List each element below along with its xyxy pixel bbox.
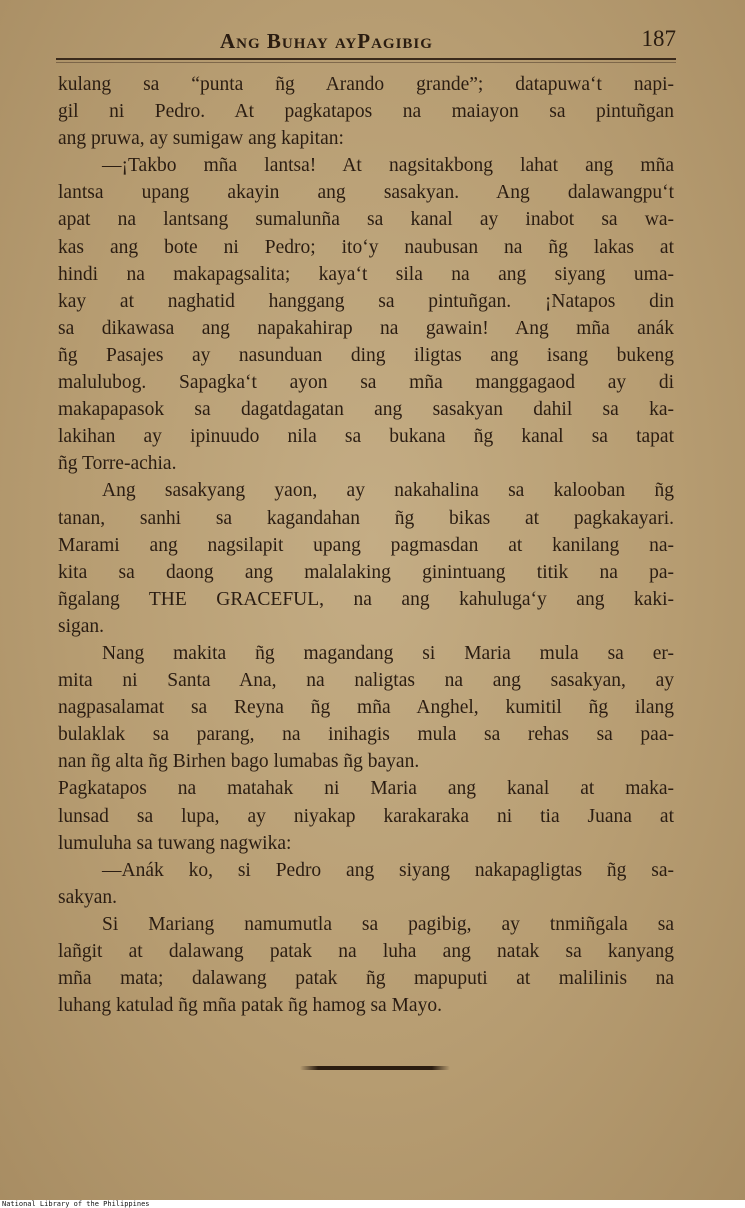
body-text [58, 71, 674, 1019]
text-line: lumuluha sa tuwang nagwika: [58, 832, 292, 854]
page-header [56, 26, 676, 56]
page-number: 187 [641, 26, 676, 51]
text-line: ñg Torre-achia. [58, 453, 177, 475]
text-line: ñg Pasajes ay nasunduan ding iligtas ang isang bukeng [58, 344, 674, 366]
text-line: kay at naghatid hanggang sa pintuñgan. ¡Natapos din [58, 290, 674, 312]
text-line: sa dikawasa ang napakahirap na gawain! Ang mña anák [58, 317, 674, 339]
text-line: makapapasok sa dagatdagatan ang sasakyan dahil sa ka- [58, 399, 674, 421]
text-line: apat na lantsang sumalunña sa kanal ay inabot sa wa- [58, 209, 674, 231]
running-title: Ang Buhay ayPagibig [220, 29, 433, 53]
text-line: sakyan. [58, 886, 118, 908]
text-line: sigan. [58, 615, 105, 637]
text-line: luhang katulad ñg mña patak ñg hamog sa Mayo. [58, 995, 442, 1017]
text-line: gil ni Pedro. At pagkatapos na maiayon sa pintuñgan [58, 101, 674, 123]
text-line: kulang sa “punta ñg Arando grande”; datapuwa‘t napi- [58, 74, 674, 95]
header-rule-thin [56, 62, 676, 63]
text-line: Pagkatapos na matahak ni Maria ang kanal at maka- [58, 778, 674, 800]
text-line: bulaklak sa parang, na inihagis mula sa rehas sa paa- [58, 724, 674, 746]
text-line: tanan, sanhi sa kagandahan ñg bikas at pagkakayari. [58, 507, 674, 529]
text-line: kita sa daong ang malalaking ginintuang titik na pa- [58, 561, 674, 583]
text-line: kas ang bote ni Pedro; ito‘y naubusan na ñg lakas at [58, 236, 674, 258]
end-ornament-rule [300, 1066, 450, 1070]
text-line: Si Mariang namumutla sa pagibig, ay tnmiñgala sa [102, 913, 674, 935]
text-line: ñgalang THE GRACEFUL, na ang kahuluga‘y ang kaki- [58, 588, 674, 610]
scan-credit: National Library of the Philippines [2, 1200, 150, 1208]
header-rule [56, 58, 676, 60]
text-line: lunsad sa lupa, ay niyakap karakaraka ni tia Juana at [58, 805, 674, 827]
text-line: hindi na makapagsalita; kaya‘t sila na ang siyang uma- [58, 263, 674, 285]
text-line: Ang sasakyang yaon, ay nakahalina sa kalooban ñg [102, 480, 674, 502]
text-line: lantsa upang akayin ang sasakyan. Ang dalawangpu‘t [58, 182, 674, 204]
text-line: lakihan ay ipinuudo nila sa bukana ñg kanal sa tapat [58, 426, 674, 448]
text-line: —Anák ko, si Pedro ang siyang nakapagligtas ñg sa- [102, 859, 674, 881]
text-line: Nang makita ñg magandang si Maria mula sa er- [102, 642, 674, 664]
text-line: mita ni Santa Ana, na naligtas na ang sasakyan, ay [58, 670, 674, 692]
text-line: malulubog. Sapagka‘t ayon sa mña manggagaod ay di [58, 372, 674, 394]
text-line: ang pruwa, ay sumigaw ang kapitan: [58, 128, 344, 150]
text-line: —¡Takbo mña lantsa! At nagsitakbong lahat ang mña [102, 155, 674, 177]
text-line: Marami ang nagsilapit upang pagmasdan at kanilang na- [58, 534, 674, 556]
text-line: mña mata; dalawang patak ñg mapuputi at malilinis na [58, 968, 674, 990]
text-line: lañgit at dalawang patak na luha ang natak sa kanyang [58, 941, 674, 962]
text-line: nagpasalamat sa Reyna ñg mña Anghel, kumitil ñg ilang [58, 697, 674, 719]
text-line: nan ñg alta ñg Birhen bago lumabas ñg bayan. [58, 751, 420, 773]
